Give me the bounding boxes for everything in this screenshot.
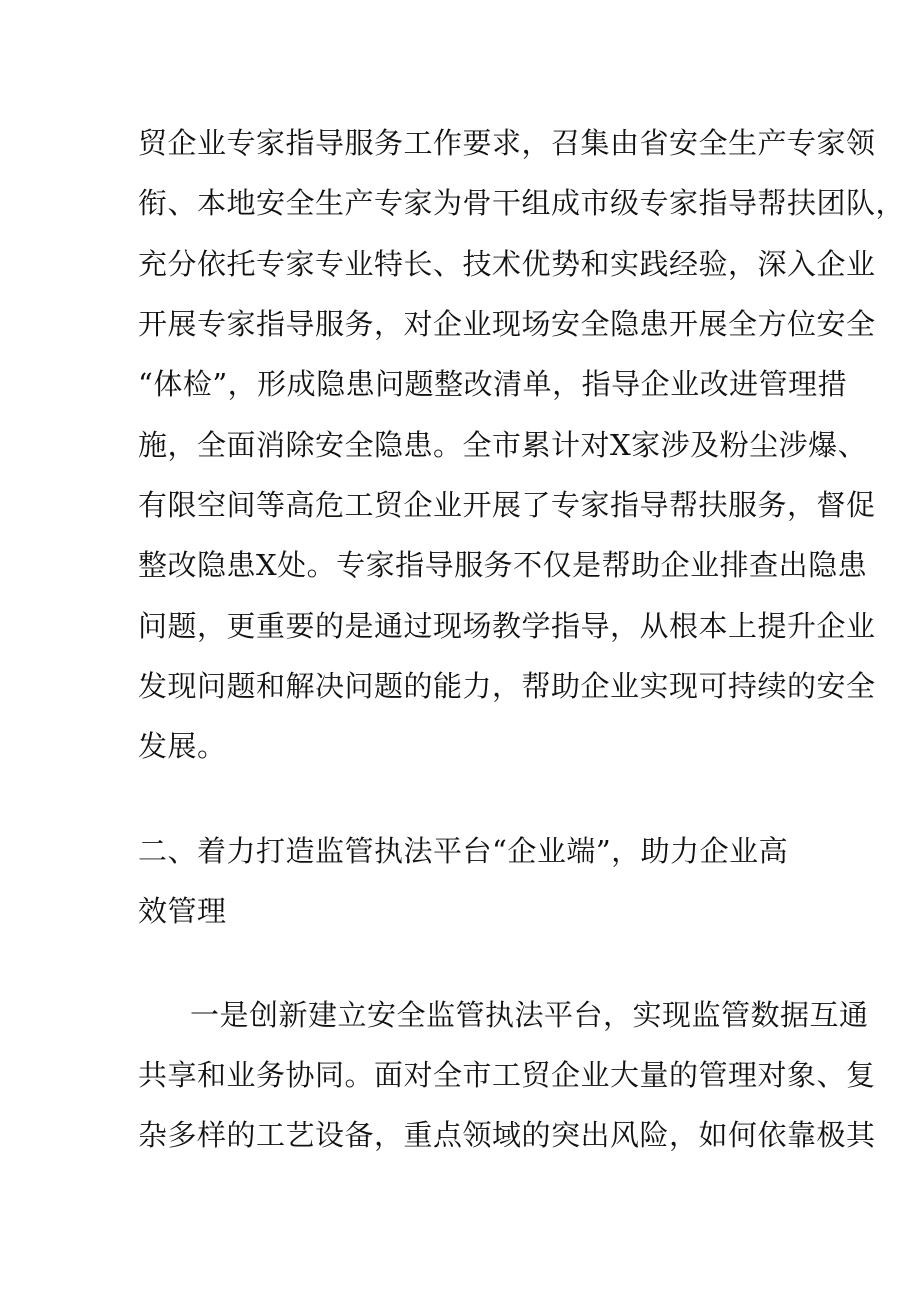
paragraph1-line: 衔、本地安全生产专家为骨干组成市级专家指导帮扶团队， — [138, 186, 906, 220]
section-heading-line: 二、着力打造监管执法平台“企业端”，助力企业高 — [138, 834, 789, 868]
paragraph1-line: 问题，更重要的是通过现场教学指导，从根本上提升企业 — [138, 609, 876, 643]
paragraph1-line: 有限空间等高危工贸企业开展了专家指导帮扶服务，督促 — [138, 488, 876, 522]
paragraph1-line: 发现问题和解决问题的能力，帮助企业实现可持续的安全 — [138, 669, 876, 703]
paragraph1-line: 发展。 — [138, 729, 227, 763]
paragraph2-line: 一是创新建立安全监管执法平台，实现监管数据互通 — [190, 998, 869, 1032]
paragraph1-line: 开展专家指导服务，对企业现场安全隐患开展全方位安全 — [138, 307, 876, 341]
paragraph1-line: 施，全面消除安全隐患。全市累计对X家涉及粉尘涉爆、 — [138, 428, 868, 462]
section-heading-line: 效管理 — [138, 894, 227, 928]
paragraph1-line: “体检”，形成隐患问题整改清单，指导企业改进管理措 — [138, 367, 848, 401]
paragraph2-line: 杂多样的工艺设备，重点领域的突出风险，如何依靠极其 — [138, 1118, 876, 1152]
paragraph1-line: 整改隐患X处。专家指导服务不仅是帮助企业排查出隐患 — [138, 548, 868, 582]
paragraph2-line: 共享和业务协同。面对全市工贸企业大量的管理对象、复 — [138, 1058, 876, 1092]
paragraph1-line: 贸企业专家指导服务工作要求，召集由省安全生产专家领 — [138, 126, 876, 160]
paragraph1-line: 充分依托专家专业特长、技术优势和实践经验，深入企业 — [138, 247, 876, 281]
